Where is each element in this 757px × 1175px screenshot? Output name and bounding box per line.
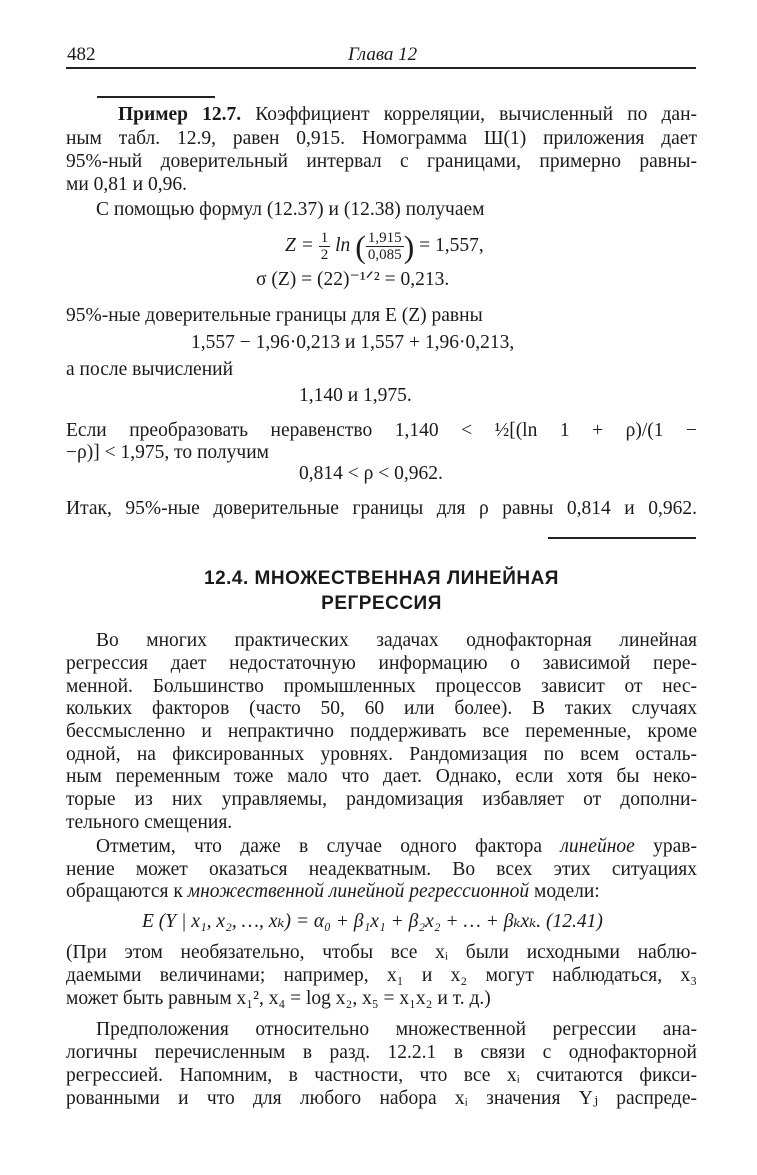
para1-line: кольких факторов (часто 50, 60 или более). В таких случаях xyxy=(66,698,697,719)
example-line-4: ми 0,81 и 0,96. xyxy=(66,174,187,195)
after-calc: а после вычислений xyxy=(66,359,234,380)
para2-line-2: нение может оказаться неадекватным. Во всех этих ситуациях xyxy=(66,859,697,880)
conclusion: Итак, 95%-ные доверительные границы для ρ равны 0,814 и 0,962. xyxy=(66,498,697,519)
transform-line-1: Если преобразовать неравенство 1,140 < ½[(ln 1 + ρ)/(1 − xyxy=(66,420,697,441)
para4-line: логичны перечисленным в разд. 12.2.1 в связи с однофакторной xyxy=(66,1042,697,1063)
fraction-inner: $\frac{1,915}{0,085}$ xyxy=(367,230,402,263)
page-number: 482 xyxy=(67,44,96,65)
para3-line: даемыми величинами; например, x₁ и x₂ могут наблюдаться, x₃ xyxy=(66,965,697,986)
equation-sigma: σ (Z) = (22)⁻¹ᐟ² = 0,213. xyxy=(256,269,450,290)
para1-line: бессмысленно и непрактично поддерживать все переменные, кроме xyxy=(66,721,697,742)
para1-line: Во многих практических задачах однофакторная линейная xyxy=(96,630,697,651)
section-title-line-2: РЕГРЕССИЯ xyxy=(321,593,442,614)
header-rule xyxy=(66,67,696,69)
section-title-line-1: 12.4. МНОЖЕСТВЕННАЯ ЛИНЕЙНАЯ xyxy=(204,568,559,589)
para4-line: рованными и что для любого набора xᵢ значения Yⱼ распреде- xyxy=(66,1088,697,1109)
para1-line: менной. Большинство промышленных процессов зависит от нес- xyxy=(66,676,697,697)
fraction-half: $\frac{1}{2}$ xyxy=(320,230,329,263)
para3-line: (При этом необязательно, чтобы все xᵢ были исходными наблю- xyxy=(66,942,697,963)
bounds-intro: 95%-ные доверительные границы для E (Z) равны xyxy=(66,305,483,326)
example-line-2: ным табл. 12.9, равен 0,915. Номограмма Ш(1) приложения дает xyxy=(66,128,697,149)
example-line-1: Пример 12.7. Коэффициент корреляции, вычисленный по дан- xyxy=(118,104,697,125)
para1-line: регрессия дает недостаточную информацию о зависимой пере- xyxy=(66,653,697,674)
para4-line: Предположения относительно множественной регрессии ана- xyxy=(96,1019,697,1040)
example-bottom-rule xyxy=(548,537,696,539)
para4-line: регрессией. Напомним, в частности, что все xᵢ считаются фикси- xyxy=(66,1065,697,1086)
chapter-header: Глава 12 xyxy=(348,44,418,65)
bounds-equation: 1,557 − 1,96·0,213 и 1,557 + 1,96·0,213, xyxy=(191,332,515,353)
equation-z: Z = $\frac{1}{2}$ ln ( $\frac{1,915}{0,085}$ ) = 1,557, xyxy=(285,228,484,265)
formulas-intro: С помощью формул (12.37) и (12.38) получаем xyxy=(96,199,485,220)
equation-12-41: E (Y | x₁, x₂, …, xₖ) = α₀ + β₁x₁ + β₂x₂ + … + βₖxₖ. (12.41) xyxy=(142,911,603,932)
example-title: Пример 12.7. xyxy=(118,104,242,125)
para2-line-3: обращаются к множественной линейной регрессионной модели: xyxy=(66,881,600,902)
example-top-rule xyxy=(97,96,215,98)
para1-line: торые из них управляемы, рандомизация избавляет от дополни- xyxy=(66,789,697,810)
para1-line: ным переменным тоже мало что дает. Однако, если хотя бы неко- xyxy=(66,766,697,787)
rho-inequality: 0,814 < ρ < 0,962. xyxy=(299,463,443,484)
para3-line: может быть равным x₁², x₄ = log x₂, x₅ = x₁x₂ и т. д.) xyxy=(66,988,491,1009)
example-line-3: 95%-ный доверительный интервал с границами, примерно равны- xyxy=(66,151,697,172)
para1-line: тельного смещения. xyxy=(66,812,233,833)
after-values: 1,140 и 1,975. xyxy=(299,385,412,406)
transform-line-2: −ρ)] < 1,975, то получим xyxy=(66,442,269,463)
para1-line: одной, на фиксированных уровнях. Рандомизация по всем осталь- xyxy=(66,744,697,765)
para2-line-1: Отметим, что даже в случае одного фактора линейное урав- xyxy=(96,836,697,857)
